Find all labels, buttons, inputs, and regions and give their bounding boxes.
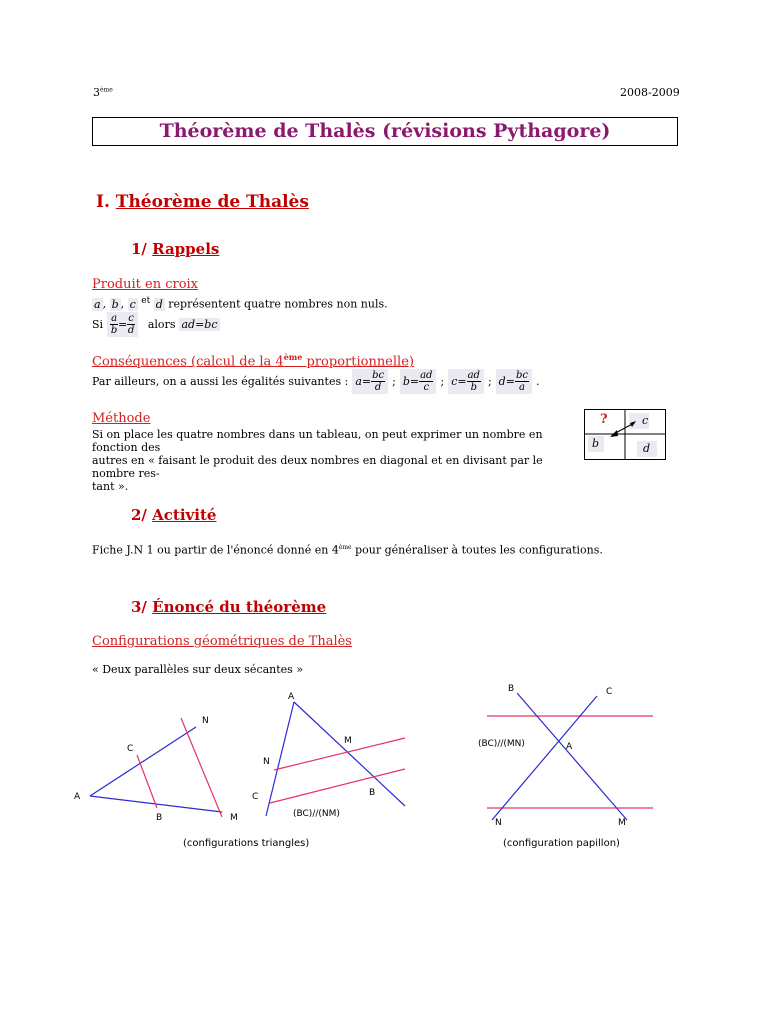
point-C-label: C [252,792,259,802]
line-CB [137,755,157,808]
papillon-figure [470,680,660,830]
produit-heading: Produit en croix [92,277,199,292]
point-C-label: C [127,744,134,754]
page-title: Théorème de Thalès (révisions Pythagore) [92,117,678,146]
section-heading: I. Théorème de Thalès [96,192,309,212]
point-M-label: M [344,736,352,746]
triangle-figure-1 [70,705,250,830]
methode-text: Si on place les quatre nombres dans un tableau, on peut exprimer un nombre en fonction des autres en « faisant le produit des deux nombres en diagonal et en divisant par le nombre res- tant ». [92,428,543,493]
point-M-label: M [230,813,238,823]
line-CN [492,696,597,820]
subsection-activite: 2/ Activité [131,506,217,524]
produit-rule: Si $\frac{a}{b}$ = $\frac{c}{d}$ alors ad=bc [92,313,218,336]
produit-line: a , b , c $^{et}$ d représentent quatre nombres non nuls. [94,296,388,311]
cross-product-table [584,409,666,460]
class-level: 3ème [93,86,113,99]
point-A-label: A [288,692,295,702]
point-A-label: A [74,792,81,802]
configs-quote: « Deux parallèles sur deux sécantes » [92,663,304,676]
consequences-heading: Conséquences (calcul de la 4ème proportionnelle) [92,352,414,370]
configs-heading: Configurations géométriques de Thalès [92,634,352,649]
point-N-label: N [202,716,209,726]
caption-triangles: (configurations triangles) [183,838,310,849]
line-AB [294,702,405,806]
point-N-label: N [495,818,502,828]
caption-papillon: (configuration papillon) [503,838,620,849]
unknown-cell: ? [600,412,608,427]
cell-b: b [592,437,600,450]
subsection-enonce: 3/ Énoncé du théorème [131,598,327,616]
parallel-note: (BC)//(MN) [478,739,525,749]
parallel-note: (BC)//(NM) [293,809,340,819]
school-year: 2008-2009 [620,86,680,99]
point-B-label: B [156,813,163,823]
cell-c: c [642,414,649,427]
fraction-equality: $\frac{a}{b}$ = $\frac{c}{d}$ [107,312,138,337]
methode-heading: Méthode [92,411,151,426]
line-AC [266,702,294,816]
cell-d: d [643,442,651,455]
line-CB [270,769,405,803]
point-M-label: M [618,818,626,828]
subsection-rappels: 1/ Rappels [131,240,220,258]
consequences-line: Par ailleurs, on a aussi les égalités suivantes : a= $\frac{bc}{d}$ ; b= $\frac{ad}{c}$ ; c= $\frac{ad}{b}$ ; d= $\frac{bc}{a}$ . [92,370,540,393]
segment-AN [90,727,196,796]
line-BM [517,693,627,820]
point-A-label: A [566,742,573,752]
line-NM [181,718,222,817]
activite-text: Fiche J.N 1 ou partir de l'énoncé donné en 4ème pour généraliser à toutes les configurations. [92,543,603,557]
triangle-figure-2 [248,688,413,828]
point-B-label: B [369,788,376,798]
point-B-label: B [508,684,515,694]
point-C-label: C [606,687,613,697]
line-NM [274,738,405,770]
cross-product-table-svg [584,409,666,460]
point-N-label: N [263,757,270,767]
